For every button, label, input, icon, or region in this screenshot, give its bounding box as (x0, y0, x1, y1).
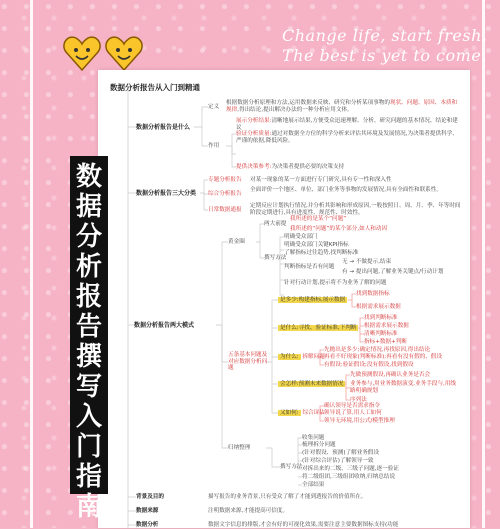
banner-line-2: The best is yet to come. (282, 46, 487, 65)
branch-what-is-report: 数据分析报告是什么 (136, 124, 191, 131)
structure-background (136, 494, 164, 501)
structure-source (136, 508, 158, 515)
q2-item-b: 根据需求展示数据 (364, 323, 409, 329)
q2-item-a: 找到判断标准 (364, 315, 398, 321)
banner-text (282, 26, 492, 66)
q5-item-b: 领导说了算,用人工如何 (324, 410, 382, 416)
source-text: 注明数据来源,才能提高可信度。 (208, 508, 289, 514)
vertical-title-char: 入 (75, 402, 102, 432)
type-special-label: 专题分析报告 (208, 177, 242, 183)
purpose-3-text: 为决策者提供必要的决策支持 (271, 164, 345, 170)
branch-two-modes: 数据分析报告两大模式 (134, 322, 195, 329)
purpose-label: 作用 (208, 143, 220, 149)
premise-1: 我所述的是某个“问题” (290, 216, 347, 222)
q3-item-c: 有假设:验证假设;没有假设,找到假设 (324, 362, 414, 368)
summarize-step-6: 将二级组团,三级组团收纳,归纳总结说 (302, 474, 396, 480)
q3-item-b: 再看不好现象(判断标准);再看有没有假的、假设 (324, 354, 443, 360)
purpose-3-label: 提供决策参考: (236, 164, 272, 170)
vertical-title-char: 析 (75, 252, 102, 282)
purpose-1 (236, 118, 462, 131)
q2-item-c: 清晰判断标准 (364, 331, 398, 337)
summarize-step-7: 全部结果 (302, 482, 325, 488)
q3-why (278, 354, 325, 361)
vertical-title-char: 分 (75, 222, 102, 252)
q4-label: 会怎样:预测未来数据情况 (280, 381, 344, 387)
left-stripe (30, 0, 33, 528)
q1-item-a: 找到数据指标 (356, 291, 390, 297)
vertical-title-char: 据 (75, 192, 102, 222)
type-comprehensive-text: 全面评价一个地区、单位、部门业务等事物的发展情况,具有全面性和联系性。 (250, 187, 442, 193)
mindmap-paper (98, 70, 470, 528)
vertical-title-char: 写 (75, 372, 102, 402)
purpose-2-label: 验证分析质量: (236, 131, 272, 137)
summarize-method-label: 撰写方法 (280, 464, 303, 470)
method-step-1: 明确受众部门 (284, 234, 318, 240)
mode-summarize: 归纳整理 (228, 445, 251, 451)
q4-item-a: 先做预测假设,再确认业务是否会 (350, 372, 431, 378)
branch-three-types: 数据分析报告三大分类 (136, 190, 197, 197)
method-step-5: 针对行动计划,提示将不为业务了解的问题 (284, 280, 387, 286)
q2-label: 是什么:寻找、验证标准,下判断 (280, 325, 357, 331)
q3-label: 为什么: (280, 354, 299, 360)
purpose-3 (236, 164, 344, 171)
method-label: 撰写方法 (264, 255, 287, 261)
vertical-title-char: 报 (75, 282, 102, 312)
summarize-step-2: 梳理拆分问题 (302, 442, 336, 448)
summarize-step-4: (针对综合评估)了解领导一致 (302, 458, 374, 464)
analysis-text: 数据文字信息的排版,才会有好的可视化效果,需要注意主要数据图标支持(功能 (208, 522, 399, 528)
method-step-4-no: 无 → 不做提示,结束 (342, 259, 392, 265)
vertical-title-char: 门 (75, 432, 102, 462)
source-label: 数据来源 (136, 508, 159, 514)
method-step-3: 了解指标过往趋势,找判断标准 (284, 250, 359, 256)
q5-label: 又如何: (280, 410, 299, 416)
premise-2: 我所述的“问题”的某个部分,如人和动因 (290, 226, 388, 232)
q1-label: 是多少:构建指标,展示数据 (280, 297, 346, 303)
q1-item-b: 根据需求展示数据 (356, 304, 401, 310)
q2-item-d: 指标+数据+判断 (364, 339, 407, 345)
type-comprehensive-label: 综合分析报告 (208, 191, 242, 197)
summarize-step-3: (针对假设、预测)了解业务假设 (302, 450, 380, 456)
definition-text-a: 根据数据分析原理和方法,运用数据来反映、研究和分析某项事物的 (226, 100, 390, 106)
method-step-2: 明确受众部门关键KPI指标 (284, 242, 349, 248)
q1-how-many (278, 297, 347, 304)
purpose-1-label: 展示分析结果: (236, 118, 272, 124)
q5-so-what (278, 410, 325, 417)
smiley-heart-icon (104, 34, 144, 72)
definition-highlight: 现状、问题、原因、本质和规律 (226, 100, 458, 113)
q4-what-next (278, 381, 345, 388)
type-daily-text: 定期反应计划执行情况,并分析其影响和形成原因,一般按照日、周、月、季、年等时间阶段定期进行,具有进度性、规范性、时效性。 (250, 203, 461, 216)
banner-line-1: Change life, start fresh. (282, 26, 488, 45)
vertical-title-char: 指 (75, 462, 102, 492)
q5-tag: 综合评估 (302, 410, 325, 416)
purpose-2-text: 通过对数据全方位的科学分析来评估其环境及发展情况,为决策者提供科学、严谨的依据,降低风险。 (236, 131, 458, 144)
q4-item-b: 业务参与,用业务数据演变,业务手段与,用线路明确规划 (350, 381, 457, 394)
definition-label: 定义 (208, 104, 220, 110)
q5-item-a: 确认领导是否需求指令 (324, 403, 380, 409)
method-step-4-yes: 有 → 提出问题,了解业务关键点/行动计划 (342, 269, 444, 275)
vertical-title-char: 撰 (75, 342, 102, 372)
vertical-title (70, 156, 108, 522)
vertical-title-char: 数 (75, 162, 102, 192)
definition-text (226, 100, 462, 113)
analysis-label: 数据分析 (136, 522, 159, 528)
purpose-1-text: 清晰地展示结果,方便受众迅速理解、分析、研究问题的基本情况、结论和建议 (236, 118, 458, 131)
type-daily-label: 日常数据通报 (208, 207, 242, 213)
summarize-step-1: 收集问题 (302, 435, 325, 441)
vertical-title-char: 南 (75, 492, 102, 522)
q3-tag: 拆解问题 (302, 354, 325, 360)
premise-label: 两大前提 (264, 221, 287, 227)
right-stripe (482, 0, 485, 528)
definition-text-b: ,得出结论,提出解决办法的一种分析应用文体。 (237, 106, 353, 113)
purpose-2 (236, 131, 462, 144)
type-special-text: 对某一现象的某一方面进行专门研究,具有专一性和深入性 (250, 177, 392, 183)
smiley-heart-icon (62, 34, 102, 72)
summarize-step-5: 对拆出来的二级、三级子问题,逐一验证 (302, 466, 399, 472)
method-step-4: 判断指标是否有问题 (284, 264, 335, 270)
q3-item-a: 先抛出是多少;确定情况,再找原因,得出结论 (324, 347, 431, 353)
mode-golden-circle: 黄金圈 (228, 239, 245, 245)
mode-five-questions: 五条基本问题及对应数据分析问题 (228, 352, 268, 372)
background-text: 描写报告的业务背景,只有受众了解了才能到透报告的价值所在。 (208, 494, 367, 500)
vertical-title-char: 告 (75, 312, 102, 342)
q4-item-c: 序列法 (350, 397, 367, 403)
q2-what (278, 325, 358, 332)
mindmap-title: 数据分析报告从入门到精通 (110, 83, 200, 92)
background-label: 背景及目的 (136, 494, 164, 500)
q5-item-c: 领导无环境,用公式/模型推理 (324, 418, 395, 424)
